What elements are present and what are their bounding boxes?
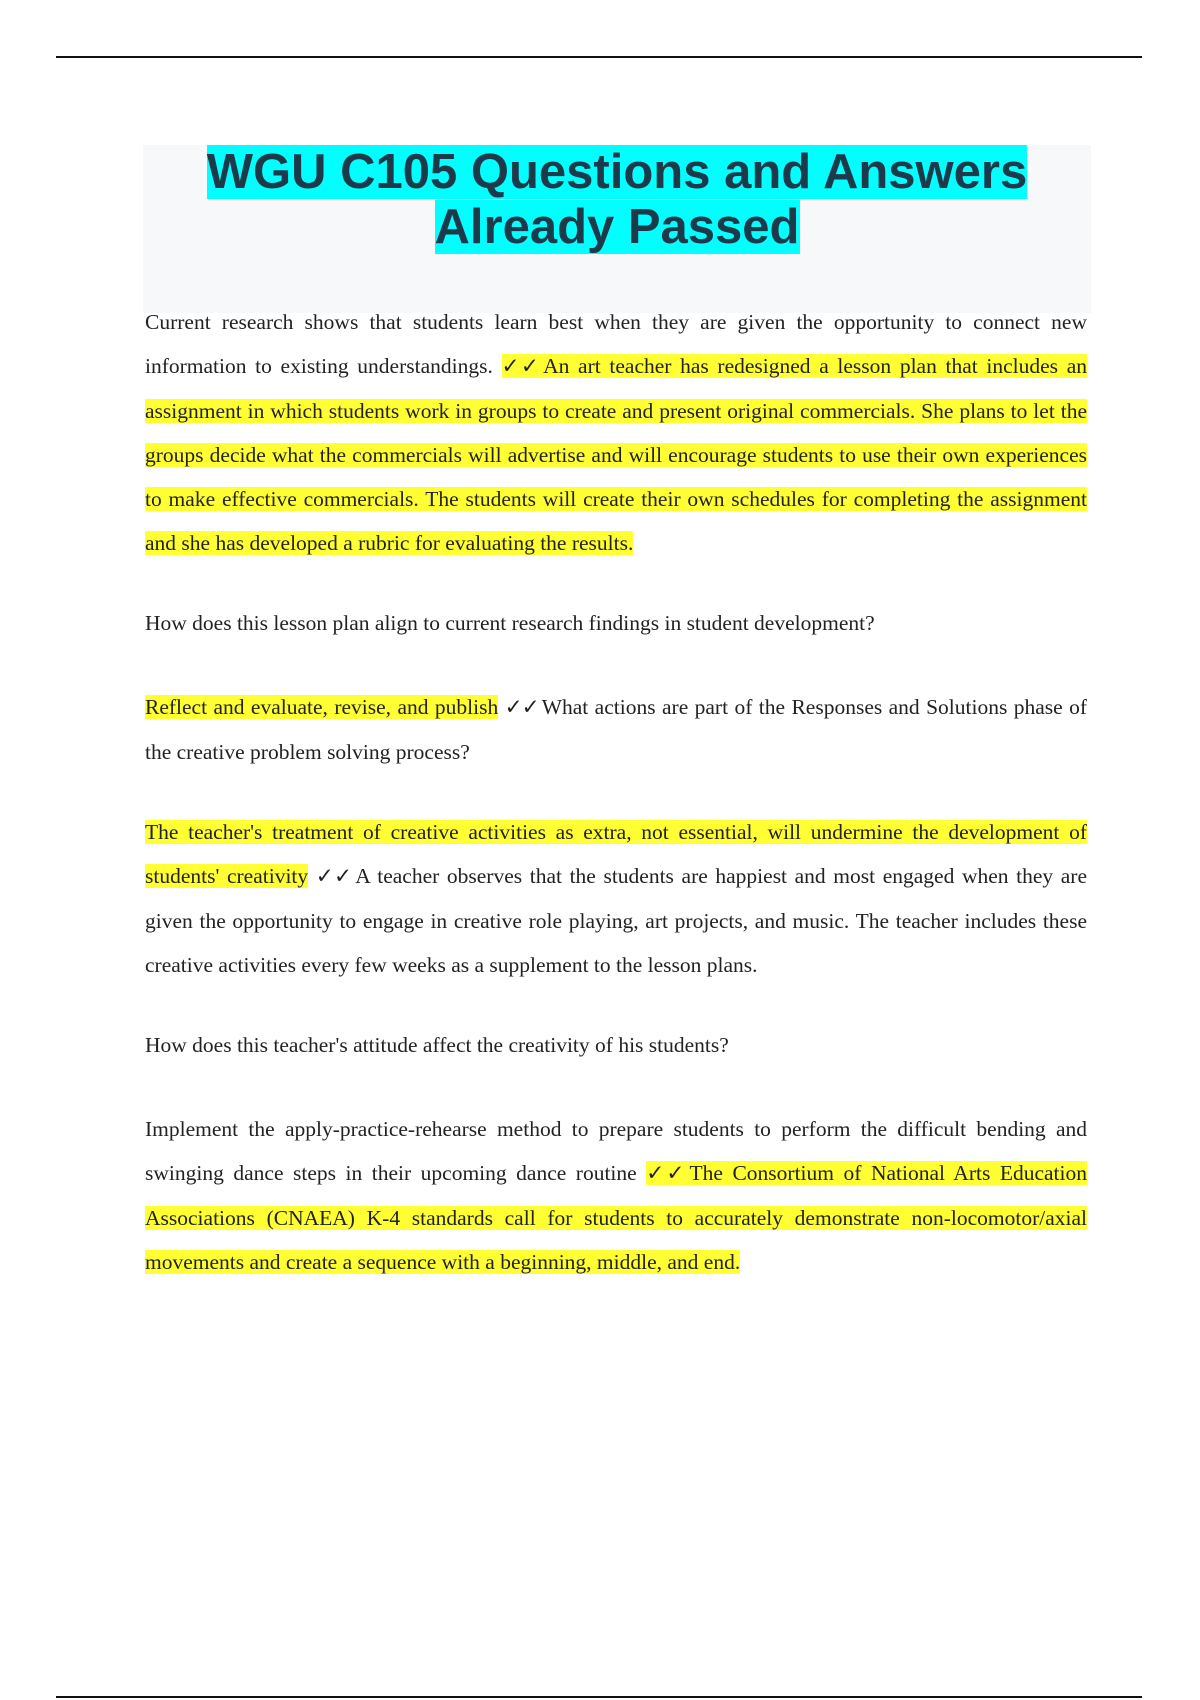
qa-3-follow-up: How does this teacher's attitude affect the creativity of his students? (145, 1033, 729, 1057)
qa-3-answer: The teacher's treatment of creative activities as extra, not essential, will undermine the development of students' creativity (145, 820, 1087, 888)
page-title-part-2: Already Passed (434, 200, 800, 254)
qa-1-follow-up: How does this lesson plan align to current research findings in student development? (145, 611, 875, 635)
qa-2-answer: Reflect and evaluate, revise, and publish (145, 695, 499, 719)
check-mark-icon: ✓✓ (504, 695, 539, 720)
bottom-rule (56, 1696, 1142, 1698)
qa-3-question: A teacher observes that the students are happiest and most engaged when they are given the opportunity to engage in creative role playing, art projects, and music. The teacher includes these creative activities every few weeks as a supplement to the lesson plans. (145, 864, 1088, 977)
qa-4-question: The Consortium of National Arts Education Associations (CNAEA) K-4 standards call for students to accurately demonstrate non-locomotor/axial movements and create a sequence with a beginning, middle, and end. (145, 1161, 1088, 1274)
qa-4-answer: Implement the apply-practice-rehearse method to prepare students to perform the difficult bending and swinging dance steps in their upcoming dance routine (145, 1117, 1087, 1185)
check-mark-icon: ✓✓ (315, 864, 353, 889)
qa-item-1 (145, 300, 1087, 565)
qa-item-3 (145, 810, 1087, 987)
qa-item-2 (145, 685, 1087, 774)
qa-2-question: What actions are part of the Responses and Solutions phase of the creative problem solving process? (145, 695, 1088, 764)
qa-item-4 (145, 1107, 1087, 1284)
title-line-1 (143, 145, 1091, 200)
page-title-part-1: WGU C105 Questions and Answers (206, 145, 1028, 199)
check-mark-icon: ✓✓ (646, 1161, 687, 1186)
title-block (143, 145, 1091, 313)
check-mark-icon: ✓✓ (501, 354, 541, 379)
qa-1-answer: Current research shows that students learn best when they are given the opportunity to connect new information to existing understandings. (145, 310, 1087, 378)
document-body (145, 300, 1087, 1320)
top-rule (56, 56, 1142, 58)
qa-1-question: An art teacher has redesigned a lesson plan that includes an assignment in which students work in groups to create and present original commercials. She plans to let the groups decide what the commercials will advertise and will encourage students to use their own experiences to make effective commercials. The students will create their own schedules for completing the assignment and she has developed a rubric for evaluating the results. (145, 354, 1088, 555)
qa-1-question-highlight (145, 354, 1087, 555)
title-line-2 (143, 200, 1091, 255)
